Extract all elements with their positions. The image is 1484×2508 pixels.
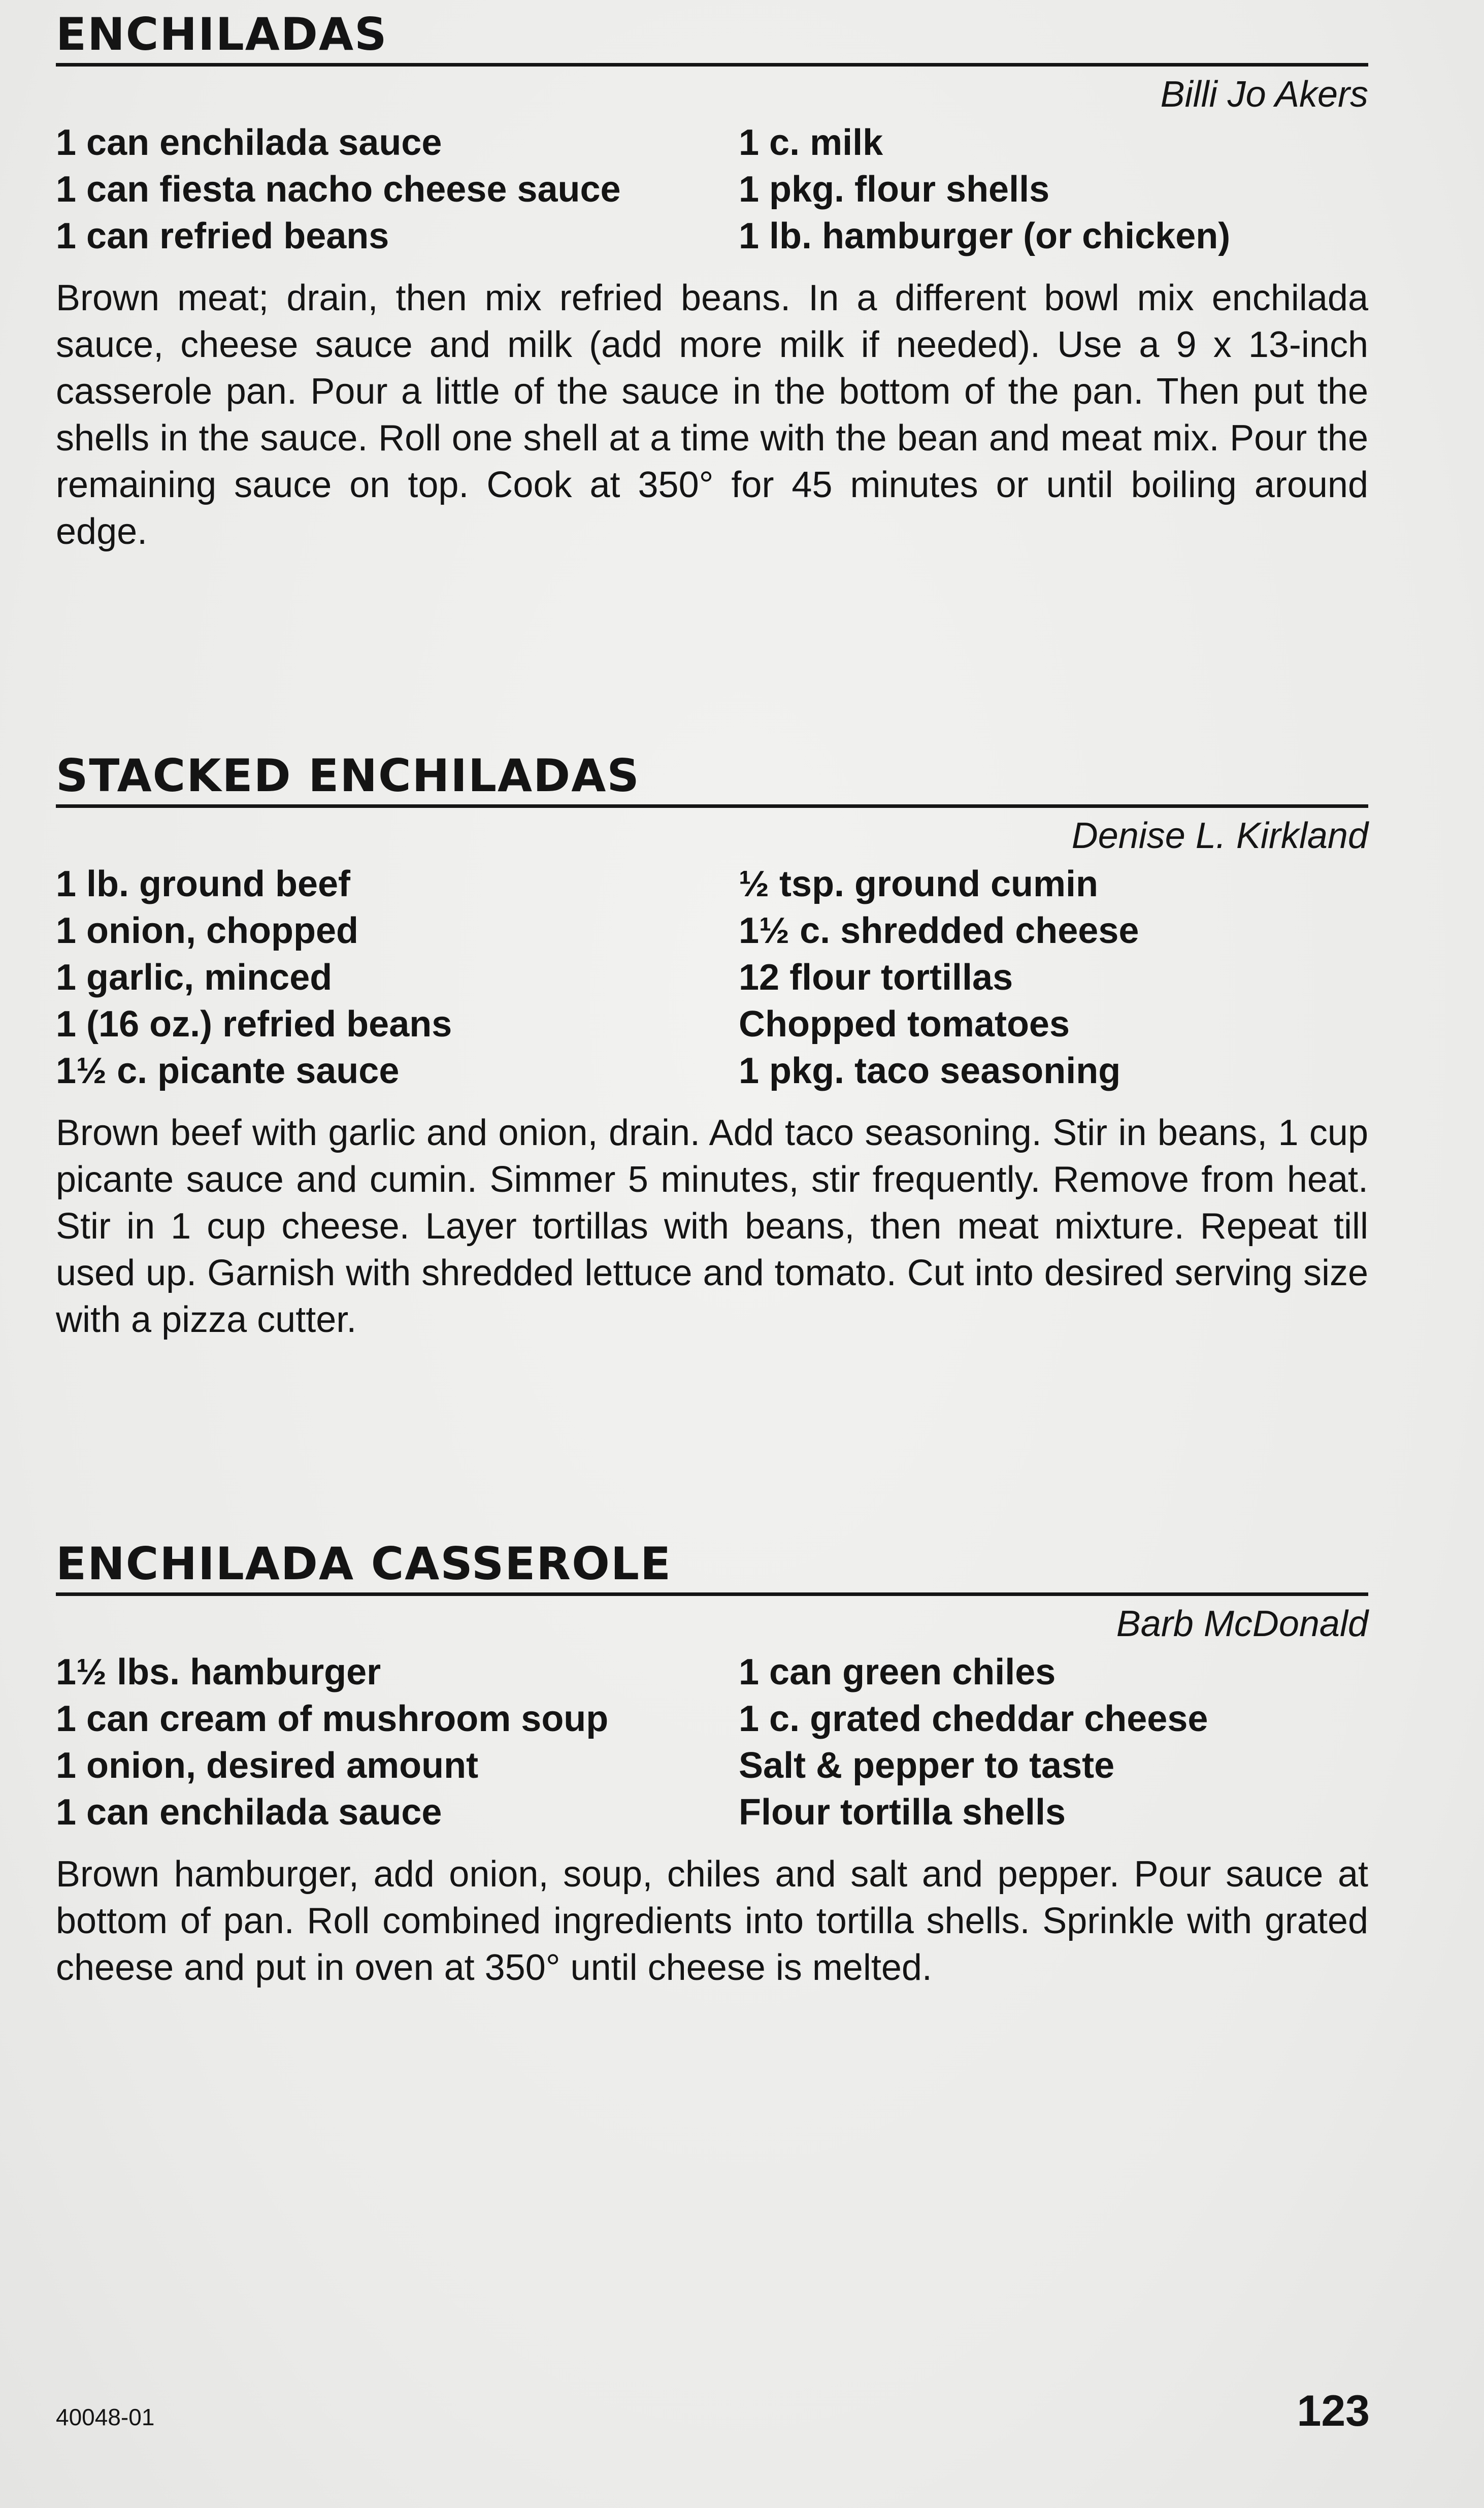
recipe-author: Billi Jo Akers: [1160, 74, 1368, 115]
ingredient: 1½ c. picante sauce: [56, 1051, 400, 1091]
ingredient: 1 can green chiles: [739, 1652, 1056, 1692]
ingredient-list: [56, 119, 1368, 259]
recipe-title: STACKED ENCHILADAS: [56, 750, 640, 802]
ingredient: 1 pkg. taco seasoning: [739, 1051, 1121, 1091]
ingredient: 1 can enchilada sauce: [56, 1792, 442, 1833]
ingredient: 1 can refried beans: [56, 216, 389, 256]
title-rule: [56, 63, 1368, 67]
ingredient: 1 lb. ground beef: [56, 864, 351, 904]
ingredient: 1 c. milk: [739, 122, 883, 163]
ingredient: ½ tsp. ground cumin: [739, 864, 1099, 904]
ingredient-column-right: [739, 119, 1368, 259]
ingredient: 1 pkg. flour shells: [739, 169, 1050, 210]
ingredient-column-left: [56, 1649, 739, 1836]
recipe-directions: Brown hamburger, add onion, soup, chiles and salt and pepper. Pour sauce at bottom of pan. Roll combined ingredients into tortilla shells. Sprinkle with grated cheese and put in oven at 350° until cheese is melted.: [56, 1854, 1368, 1988]
ingredient: Salt & pepper to taste: [739, 1745, 1115, 1786]
ingredient: 1½ lbs. hamburger: [56, 1652, 381, 1692]
ingredient: 1 onion, chopped: [56, 910, 358, 951]
ingredient: 1 c. grated cheddar cheese: [739, 1699, 1208, 1739]
footer-code: 40048-01: [56, 2404, 155, 2430]
ingredient-list: [56, 861, 1368, 1094]
recipe-title: ENCHILADA CASSEROLE: [56, 1538, 672, 1590]
recipe-stacked-enchiladas: [56, 751, 1368, 1380]
title-rule: [56, 804, 1368, 808]
ingredient-column-left: [56, 861, 739, 1094]
recipe-title: ENCHILADAS: [56, 8, 388, 60]
title-rule: [56, 1592, 1368, 1596]
ingredient-column-left: [56, 119, 739, 259]
ingredient-list: [56, 1649, 1368, 1836]
recipe-author: Barb McDonald: [1116, 1604, 1368, 1644]
ingredient: 1 lb. hamburger (or chicken): [739, 216, 1231, 256]
ingredient: 1½ c. shredded cheese: [739, 910, 1139, 951]
ingredient: 12 flour tortillas: [739, 957, 1013, 998]
ingredient: Chopped tomatoes: [739, 1004, 1070, 1045]
recipe-enchilada-casserole: [56, 1539, 1368, 2028]
recipe-enchiladas: [56, 9, 1368, 592]
ingredient: Flour tortilla shells: [739, 1792, 1066, 1833]
recipe-directions: Brown beef with garlic and onion, drain. Add taco seasoning. Stir in beans, 1 cup picante sauce and cumin. Simmer 5 minutes, stir frequently. Remove from heat. Stir in 1 cup cheese. Layer tortillas with beans, then meat mixture. Repeat till used up. Garnish with shredded lettuce and tomato. Cut into desired serving size with a pizza cutter.: [56, 1113, 1368, 1340]
page-number: 123: [1297, 2387, 1370, 2435]
recipe-author: Denise L. Kirkland: [1071, 816, 1368, 856]
ingredient: 1 (16 oz.) refried beans: [56, 1004, 452, 1045]
ingredient-column-right: [739, 861, 1368, 1094]
recipe-directions: Brown meat; drain, then mix refried beans. In a different bowl mix enchilada sauce, cheese sauce and milk (add more milk if needed). Use a 9 x 13-inch casserole pan. Pour a little of the sauce in the bottom of the pan. Then put the shells in the sauce. Roll one shell at a time with the bean and meat mix. Pour the remaining sauce on top. Cook at 350° for 45 minutes or until boiling around edge.: [56, 278, 1368, 552]
ingredient: 1 can fiesta nacho cheese sauce: [56, 169, 621, 210]
ingredient: 1 garlic, minced: [56, 957, 333, 998]
ingredient-column-right: [739, 1649, 1368, 1836]
ingredient: 1 onion, desired amount: [56, 1745, 479, 1786]
ingredient: 1 can enchilada sauce: [56, 122, 442, 163]
ingredient: 1 can cream of mushroom soup: [56, 1699, 609, 1739]
